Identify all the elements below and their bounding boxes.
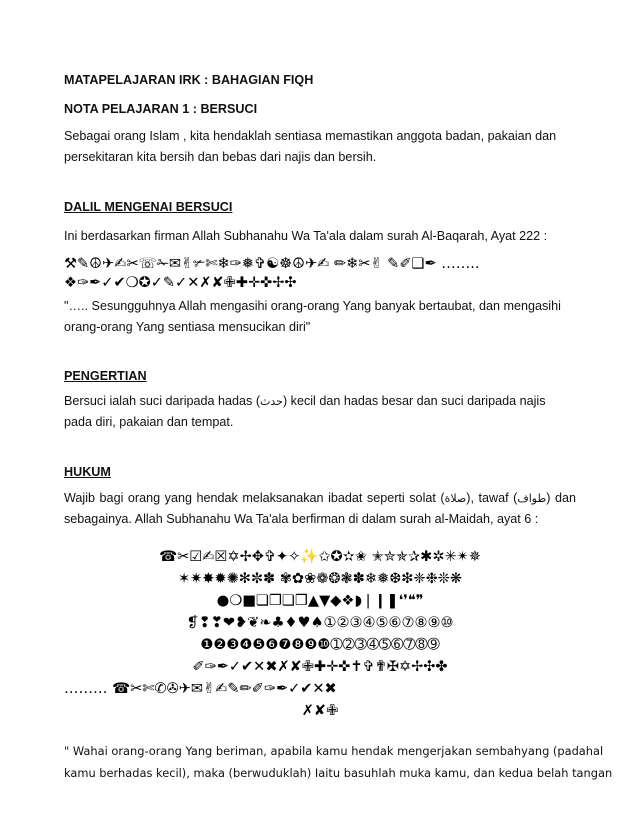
arabic-tawaf-word: طواف [517, 492, 547, 505]
hukum-arabic-verse-line-5: ❶❷❸❹❺❻❼❽❾❿➀➁➂➃➄➅➆➇➈ [200, 637, 440, 653]
subject-title: MATAPELAJARAN IRK : BAHAGIAN FIQH [64, 73, 314, 87]
intro-paragraph: Sebagai orang Islam , kita hendaklah sentiasa memastikan anggota badan, pakaian dan persekitaran kita bersih dan bebas dari najis dan bersih. [64, 129, 557, 164]
pengertian-text-b: ) kecil dan hadas besar dan suci daripada najis pada diri, pakaian dan tempat. [64, 394, 546, 429]
hukum-arabic-verse-line-3: ●❍■❏❐❑❒▲▼◆❖◗❘❙❚❛❜❝❞ [216, 593, 424, 609]
hukum-text-b: ), tawaf ( [466, 491, 518, 505]
dalil-translation: "….. Sesungguhnya Allah mengasihi orang-orang Yang banyak bertaubat, dan mengasihi orang-orang Yang sentiasa mensucikan diri" [64, 299, 561, 334]
hukum-arabic-verse-line-7: ……… ☎✂✄✆✇✈✉✌✍✎✏✐✑✒✓✔✕✖ [64, 681, 337, 697]
hukum-heading: HUKUM [64, 465, 111, 479]
hukum-arabic-verse-line-6: ✐✑✒✓✔✕✖✗✘✙✚✛✜✝✞✟✠✡✢✣✤ [192, 659, 448, 675]
dalil-arabic-verse-line-1: ⚒✎☮✈✍✂☏✁✉✌✃✄❄✑❅✞☯☸☮✈✍ ✏❄✂✌ ✎✐❑✒ …….. [64, 256, 480, 272]
hukum-paragraph [64, 488, 576, 530]
hukum-arabic-verse-line-4: ❡❢❣❤❥❦❧♣♦♥♠①②③④⑤⑥⑦⑧⑨⑩ [186, 615, 454, 631]
hukum-arabic-verse-line-8: ✗✘✙ [301, 703, 339, 719]
pengertian-paragraph [64, 391, 576, 433]
arabic-solat-word: صلاة [444, 492, 467, 505]
hukum-arabic-verse-line-2: ✶✷✸✹✺✻✼✽ ✾✿❀❁❂❃✽❄❅❆❇❈❉❊❋ [177, 571, 463, 587]
hukum-translation-line-2: kamu berhadas kecil), maka (berwuduklah) Iaitu basuhlah muka kamu, dan kedua belah tangan [64, 766, 613, 780]
lesson-title: NOTA PELAJARAN 1 : BERSUCI [64, 102, 258, 116]
dalil-arabic-verse-line-2: ❖✑✒✓✔❍✪✓✎✓✕✗✘✙✚✛✜✢✣ [64, 275, 297, 291]
pengertian-heading: PENGERTIAN [64, 369, 147, 383]
hukum-arabic-verse-line-1: ☎✂☑✍☒✡✢✥✞✦✧✨✩✪✫✬ ✭✮✯✰✱✲✳✴✵ [159, 549, 481, 565]
hukum-text-a: Wajib bagi orang yang hendak melaksanakan ibadat seperti solat ( [64, 491, 445, 505]
hukum-text-c: ) dan sebagainya. Allah Subhanahu Wa Ta'ala berfirman di dalam surah al-Maidah, ayat 6 : [64, 491, 576, 526]
hukum-translation-line-1: " Wahai orang-orang Yang beriman, apabila kamu hendak mengerjakan sembahyang (padahal [64, 744, 604, 758]
dalil-heading: DALIL MENGENAI BERSUCI [64, 200, 233, 214]
pengertian-text-a: Bersuci ialah suci daripada hadas ( [64, 394, 261, 408]
dalil-intro-text: Ini berdasarkan firman Allah Subhanahu Wa Ta'ala dalam surah Al-Baqarah, Ayat 222 : [64, 229, 548, 243]
arabic-hadas-word: حدث [260, 395, 283, 408]
